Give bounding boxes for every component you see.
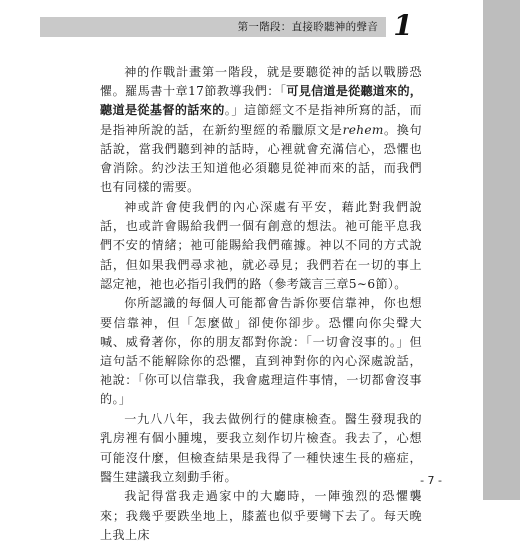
body-text — [100, 63, 422, 545]
paragraph-text: 。換句話說，當我們聽到神的話時，心裡就會充滿信心，恐懼也會消除。約沙法王知道他必須聽見從神而來的話，而我們也有同樣的需要。 — [100, 122, 422, 195]
paragraph-text: 神的作戰計畫第一階段，就是要聽從神的話以戰勝恐懼。羅馬書十章17節教導我們：「 — [100, 65, 422, 99]
chapter-number: 1 — [393, 9, 413, 42]
paragraph-text: 我記得當我走過家中的大廳時，一陣強烈的恐懼襲來；我幾乎要跌坐地上，膝蓋也似乎要彎下去了。每天晚上我上床 — [100, 489, 422, 542]
paragraph-text: 。」這節經文不是指神所寫的話，而是指神所說的話，在新約聖經的希臘原文是 — [100, 103, 422, 137]
page-edge-tab — [483, 0, 520, 500]
paragraph — [100, 294, 422, 409]
running-header-title: 第一階段：直接聆聽神的聲音 — [237, 21, 378, 33]
italic-term: rehem — [342, 122, 384, 137]
paragraph — [100, 487, 422, 545]
paragraph — [100, 410, 422, 487]
page-number: - 7 - — [420, 474, 442, 487]
bold-scripture-quote: 可見信道是從聽道來的，聽道是從基督的話來的 — [100, 84, 422, 118]
running-header — [40, 17, 386, 37]
paragraph-text: 你所認識的每個人可能都會告訴你要信靠神，你也想要信靠神，但「怎麼做」卻使你卻步。恐懼向你尖聲大喊、威脅著你，你的朋友都對你說：「一切會沒事的。」但這句話不能解除你的恐懼，直到神對你的內心深處說話，祂說：「你可以信靠我，我會處理這件事情，一切都會沒事的。」 — [100, 296, 422, 407]
paragraph — [100, 63, 422, 197]
paragraph — [100, 198, 422, 294]
paragraph-text: 一九八八年，我去做例行的健康檢查。醫生發現我的乳房裡有個小腫塊，要我立刻作切片檢查。我去了，心想可能沒什麼，但檢查結果是我得了一種快速生長的癌症，醫生建議我立刻動手術。 — [100, 412, 422, 484]
paragraph-text: 神或許會使我們的內心深處有平安，藉此對我們說話，也或許會賜給我們一個有創意的想法。祂可能平息我們不安的情緒；祂可能賜給我們確據。神以不同的方式說話，但如果我們尋求祂，就必尋見；我們若在一切的事上認定祂，祂也必指引我們的路（參考箴言三章5∼6節）。 — [100, 199, 422, 291]
